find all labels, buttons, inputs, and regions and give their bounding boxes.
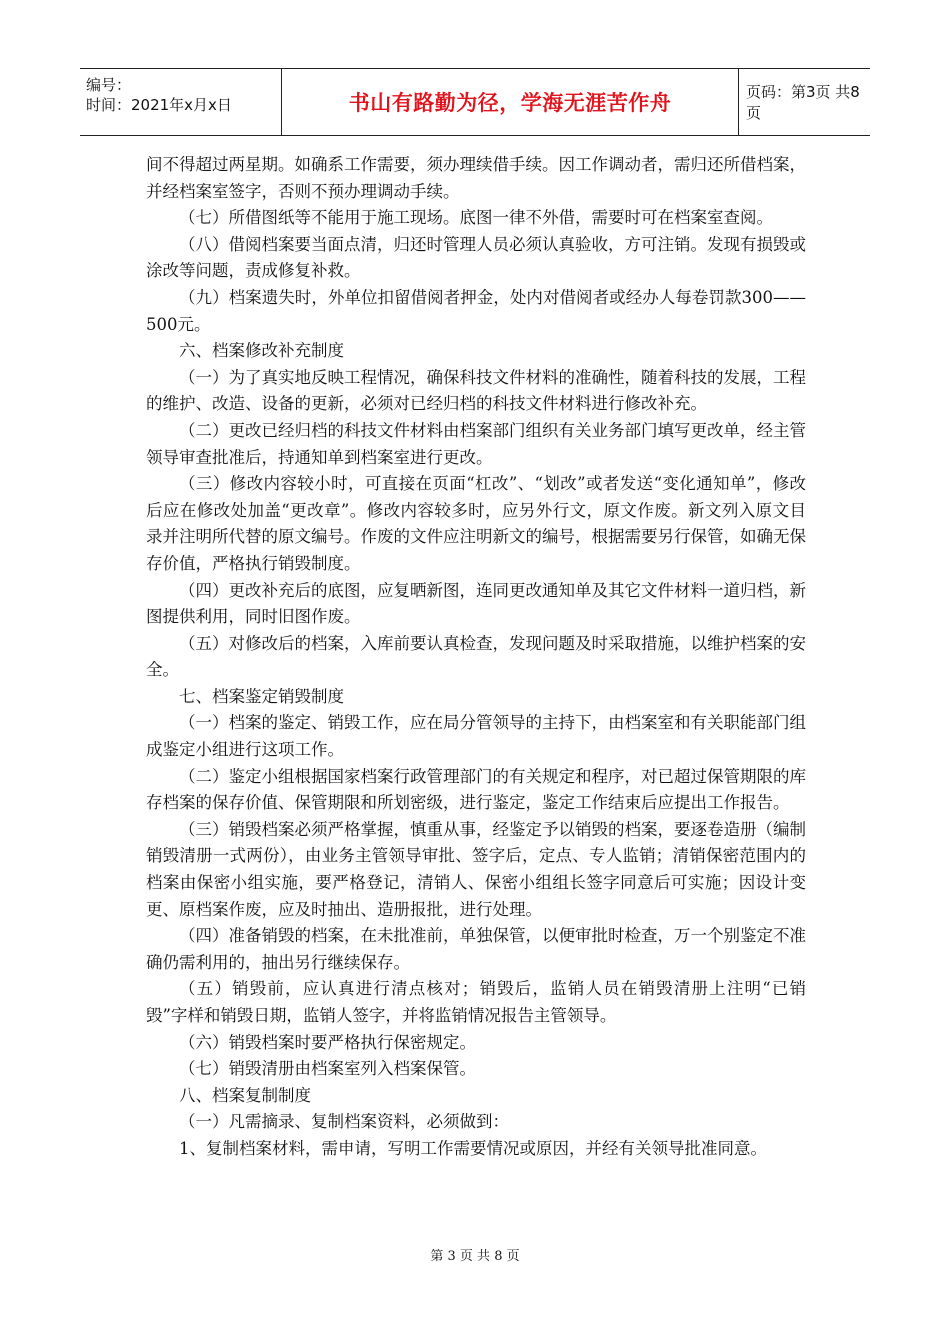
- paragraph: （四）准备销毁的档案，在未批准前，单独保管，以便审批时检查，万一个别鉴定不准确仍需利用的，抽出另行继续保存。: [146, 926, 806, 972]
- paragraph: （五）销毁前，应认真进行清点核对；销毁后，监销人员在销毁清册上注明“已销毁”字样和销毁日期，监销人签字，并将监销情况报告主管领导。: [146, 979, 806, 1025]
- section-heading: 八、档案复制制度: [179, 1085, 311, 1105]
- paragraph: 1、复制档案材料，需申请，写明工作需要情况或原因，并经有关领导批准同意。: [179, 1138, 767, 1158]
- paragraph: （九）档案遗失时，外单位扣留借阅者押金，处内对借阅者或经办人每卷罚款300——500元。: [146, 287, 806, 334]
- document-time-label: 时间：2021年x月x日: [86, 96, 232, 114]
- document-body: [146, 152, 806, 1163]
- footer-page-number: 第 3 页 共 8 页: [430, 1249, 520, 1264]
- paragraph: （七）所借图纸等不能用于施工现场。底图一律不外借，需要时可在档案室查阅。: [179, 208, 773, 228]
- paragraph: （六）销毁档案时要严格执行保密规定。: [179, 1032, 476, 1052]
- header-page-number: 页码：第3页 共8页: [746, 83, 860, 122]
- paragraph: （八）借阅档案要当面点清，归还时管理人员必须认真验收，方可注销。发现有损毁或涂改等问题，责成修复补救。: [146, 234, 806, 281]
- header-page-cell: [738, 69, 870, 135]
- paragraph: （一）档案的鉴定、销毁工作，应在局分管领导的主持下，由档案室和有关职能部门组成鉴定小组进行这项工作。: [146, 713, 806, 760]
- paragraph: （二）更改已经归档的科技文件材料由档案部门组织有关业务部门填写更改单，经主管领导审查批准后，持通知单到档案室进行更改。: [146, 420, 806, 467]
- paragraph: 间不得超过两星期。如确系工作需要，须办理续借手续。因工作调动者，需归还所借档案，并经档案室签字，否则不预办理调动手续。: [146, 155, 806, 201]
- paragraph: （四）更改补充后的底图，应复晒新图，连同更改通知单及其它文件材料一道归档，新图提供利用，同时旧图作废。: [146, 580, 806, 627]
- paragraph: （七）销毁清册由档案室列入档案保管。: [179, 1059, 476, 1079]
- page-footer: [0, 1245, 950, 1264]
- paragraph: （三）销毁档案必须严格掌握，慎重从事，经鉴定予以销毁的档案，要逐卷造册（编制销毁清册一式两份），由业务主管领导审批、签字后，定点、专人监销；清销保密范围内的档案由保密小组实施，要严格登记，清销人、保密小组组长签字同意后可实施；因设计变更、原档案作废，应及时抽出、造册报批，进行处理。: [146, 819, 806, 919]
- page-header: [80, 68, 870, 136]
- header-meta: [80, 69, 282, 135]
- section-heading: 六、档案修改补充制度: [179, 341, 344, 361]
- section-heading: 七、档案鉴定销毁制度: [179, 686, 344, 706]
- header-slogan-cell: [282, 69, 739, 135]
- document-number-label: 编号：: [86, 76, 132, 94]
- paragraph: （二）鉴定小组根据国家档案行政管理部门的有关规定和程序，对已超过保管期限的库存档案的保存价值、保管期限和所划密级，进行鉴定，鉴定工作结束后应提出工作报告。: [146, 766, 806, 813]
- paragraph: （五）对修改后的档案，入库前要认真检查，发现问题及时采取措施，以维护档案的安全。: [146, 633, 806, 680]
- paragraph: （三）修改内容较小时，可直接在页面“杠改”、“划改”或者发送“变化通知单”，修改后应在修改处加盖“更改章”。修改内容较多时，应另外行文，原文作废。新文列入原文目录并注明所代替的原文编号。作废的文件应注明新文的编号，根据需要另行保管，如确无保存价值，严格执行销毁制度。: [146, 474, 806, 573]
- paragraph: （一）凡需摘录、复制档案资料，必须做到：: [179, 1112, 509, 1132]
- header-slogan: 书山有路勤为径，学海无涯苦作舟: [348, 91, 672, 115]
- paragraph: （一）为了真实地反映工程情况，确保科技文件材料的准确性，随着科技的发展，工程的维护、改造、设备的更新，必须对已经归档的科技文件材料进行修改补充。: [146, 367, 806, 414]
